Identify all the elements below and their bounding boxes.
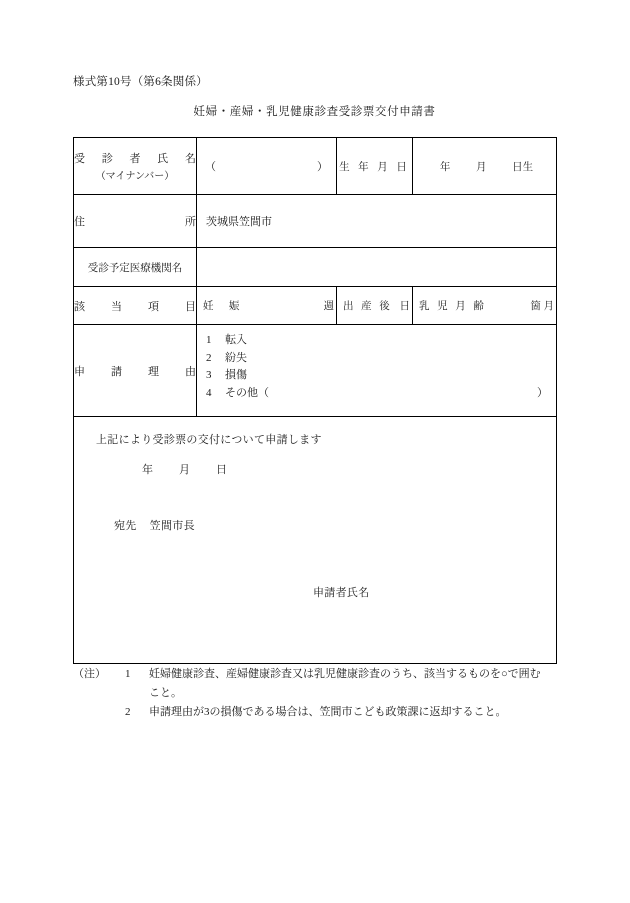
table-row-applicable-item [74, 287, 557, 325]
close-paren: ） [317, 161, 328, 173]
pregnancy-weeks-input[interactable] [197, 298, 336, 313]
signature-label: 申請者氏名 [313, 587, 370, 599]
footnote-1-text: 妊婦健康診査、産婦健康診査又は乳児健康診査のうち、該当するものを○で囲む [149, 668, 541, 680]
addressee-value: 笠間市長 [149, 520, 195, 532]
address-value[interactable]: 茨城県笠間市 [206, 216, 272, 228]
postpartum-label: 出 産 後 [343, 301, 393, 312]
label-my-number: （マイナンバー） [95, 171, 175, 182]
pregnancy-label: 妊 娠 [203, 301, 242, 312]
open-paren: （ [205, 161, 216, 173]
infant-age-input[interactable] [413, 298, 556, 313]
footnote-1-continuation: こと。 [149, 687, 182, 699]
infant-age-unit: 箇 月 [530, 301, 554, 312]
footnotes [73, 665, 583, 722]
footnote-2-text: 申請理由が3の損傷である場合は、笠間市こども政策課に返却すること。 [149, 706, 507, 718]
label-medical-institution: 受診予定医療機関名 [74, 248, 197, 287]
footnote-1 [73, 665, 583, 684]
dob-month-unit: 月 [475, 161, 487, 173]
field-pregnancy-weeks[interactable] [197, 287, 337, 325]
table-row-application-reason [74, 325, 557, 417]
reason-option-2-label: 紛失 [225, 351, 247, 364]
table-row-medical-institution [74, 248, 557, 287]
reason-option-3-label: 損傷 [225, 369, 247, 381]
label-applicable-item [74, 287, 197, 325]
declaration-statement: 上記により受診票の交付について申請します [96, 434, 322, 446]
field-medical-institution[interactable] [197, 248, 557, 287]
label-application-reason-chars: 申 請 理 由 [74, 365, 196, 378]
application-reason-options [197, 325, 556, 406]
declaration-date-month: 月 [179, 464, 190, 476]
reason-option-4-close-paren: ） [537, 386, 548, 399]
field-postpartum-days[interactable] [337, 287, 413, 325]
table-row-address [74, 195, 557, 248]
infant-age-label: 乳 児 月 齢 [419, 301, 487, 312]
reason-option-4-label: その他（ [225, 386, 269, 399]
signature-field[interactable] [313, 584, 370, 600]
footnote-2-number: 2 [125, 706, 131, 718]
reason-option-1[interactable] [206, 332, 548, 350]
field-date-of-birth[interactable] [413, 138, 557, 195]
reason-option-3[interactable] [206, 367, 548, 385]
reason-option-2-number: 2 [206, 351, 212, 364]
label-application-reason [74, 325, 197, 417]
footnote-2 [73, 703, 583, 722]
reason-option-4-other[interactable] [225, 385, 548, 403]
declaration-cell [74, 417, 557, 664]
declaration-date-day: 日 [216, 464, 227, 476]
form-number: 様式第10号（第6条関係） [73, 76, 208, 88]
table-row-declaration [74, 417, 557, 664]
addressee [114, 517, 195, 533]
dob-year-unit: 年 [439, 161, 451, 173]
reason-option-2[interactable] [206, 350, 548, 368]
declaration-block [74, 417, 556, 663]
pregnancy-unit: 週 [323, 301, 334, 312]
document-title: 妊婦・産婦・乳児健康診査受診票交付申請書 [193, 106, 436, 118]
label-applicable-item-chars: 該 当 項 目 [74, 300, 196, 313]
reason-option-1-number: 1 [206, 334, 212, 346]
dob-day-unit: 日生 [512, 161, 534, 173]
date-of-birth-input[interactable] [413, 159, 556, 174]
postpartum-unit: 日 [399, 301, 410, 312]
footnote-1-number: 1 [125, 668, 131, 680]
field-infant-age-months[interactable] [413, 287, 557, 325]
postpartum-days-input[interactable] [337, 298, 412, 313]
declaration-date[interactable] [142, 461, 227, 477]
application-form-table [73, 137, 557, 664]
field-application-reason [197, 325, 557, 417]
reason-option-1-label: 転入 [225, 334, 247, 346]
label-applicant-name [74, 138, 197, 195]
table-row-applicant-name [74, 138, 557, 195]
applicant-name-input[interactable] [197, 158, 336, 174]
reason-option-3-number: 3 [206, 369, 212, 381]
label-address [74, 195, 197, 248]
label-date-of-birth: 生 年 月 日 [337, 138, 413, 195]
field-address[interactable] [197, 195, 557, 248]
reason-option-4[interactable] [206, 385, 548, 403]
label-applicant-name-chars: 受 診 者 氏 名 [74, 153, 196, 165]
field-applicant-name[interactable] [197, 138, 337, 195]
reason-option-4-number: 4 [206, 386, 212, 399]
addressee-label: 宛先 [114, 520, 137, 532]
declaration-date-year: 年 [142, 464, 153, 476]
label-address-chars: 住 所 [74, 216, 196, 228]
footnote-tag: （注） [73, 668, 106, 680]
